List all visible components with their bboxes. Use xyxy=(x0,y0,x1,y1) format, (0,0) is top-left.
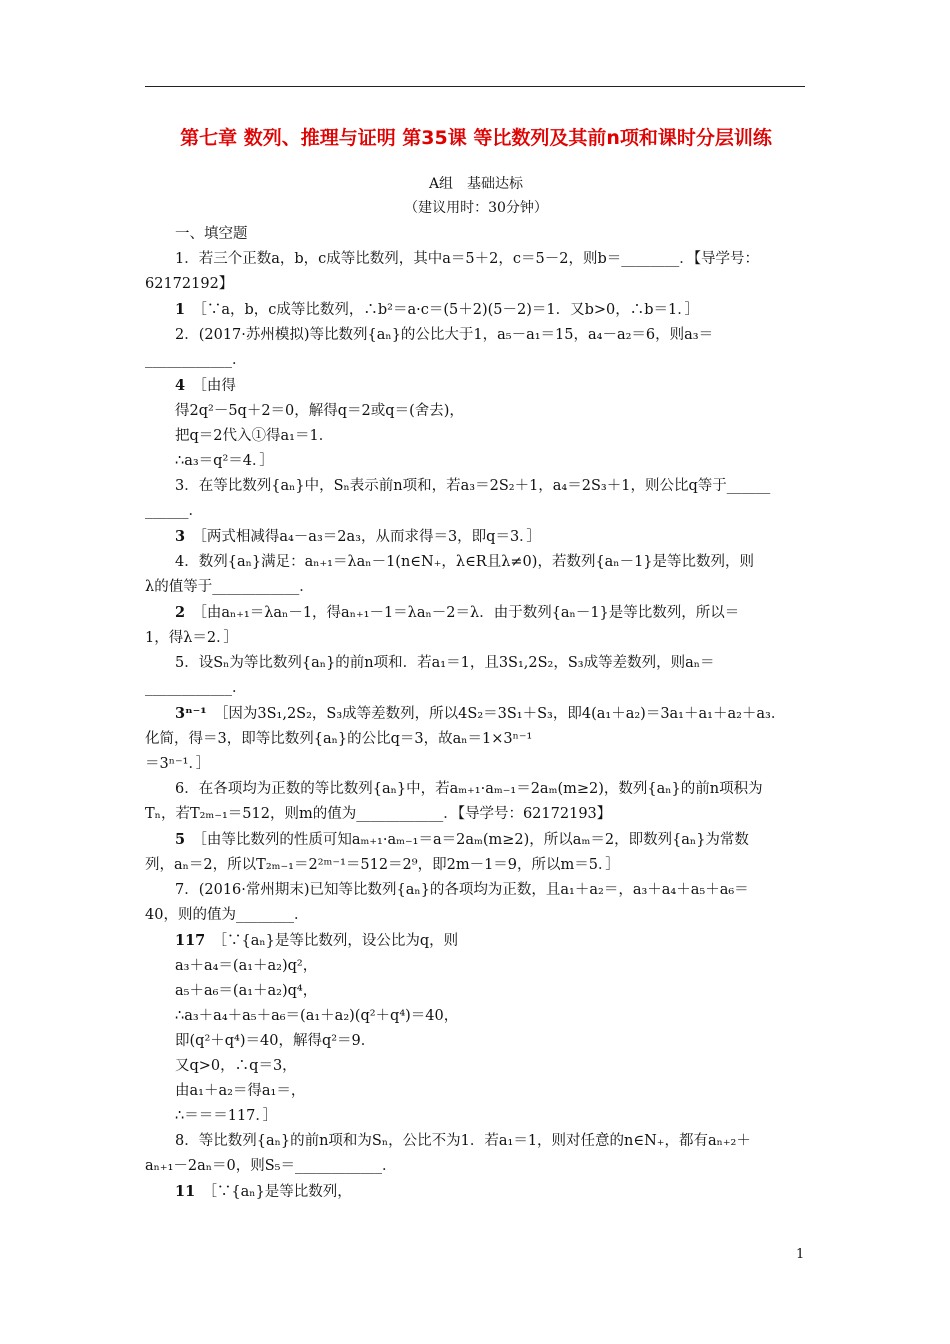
text-line xyxy=(145,878,807,903)
text-line xyxy=(145,550,807,575)
line-text: ［∵{aₙ}是等比数列， xyxy=(209,1184,352,1200)
text-line xyxy=(145,651,807,676)
text-line xyxy=(145,1154,807,1179)
answer-line xyxy=(145,524,807,550)
line-text: 列，aₙ＝2，所以T₂ₘ₋₁＝2²ᵐ⁻¹＝512＝2⁹，即2m－1＝9，所以m＝5．］ xyxy=(145,857,620,873)
answer-line xyxy=(145,701,807,727)
line-text: 3．在等比数列{aₙ}中，Sₙ表示前n项和，若a₃＝2S₂＋1，a₄＝2S₃＋1，则公比q等于______ xyxy=(175,478,771,494)
document-title: 第七章 数列、推理与证明 第35课 等比数列及其前n项和课时分层训练 xyxy=(180,127,772,149)
text-line xyxy=(145,1004,807,1029)
time-note: （建议用时：30分钟） xyxy=(404,200,548,216)
text-line xyxy=(145,348,807,373)
answer-value: 1 xyxy=(175,301,186,318)
answer-value: 4 xyxy=(175,377,186,394)
text-line xyxy=(145,1104,807,1129)
answer-value: 11 xyxy=(175,1183,196,1200)
line-text: ＝3ⁿ⁻¹．］ xyxy=(145,756,211,772)
text-line xyxy=(145,272,807,297)
line-text: 2．(2017·苏州模拟)等比数列{aₙ}的公比大于1，a₅－a₁＝15，a₄－a₂＝6，则a₃＝ xyxy=(175,327,714,343)
line-text: 1，得λ＝2．］ xyxy=(145,630,238,646)
answer-line xyxy=(145,373,807,399)
text-line xyxy=(145,903,807,928)
line-text: 62172192】 xyxy=(145,276,234,292)
answer-value: 2 xyxy=(175,604,186,621)
answer-value: 3ⁿ⁻¹ xyxy=(175,705,207,722)
line-text: ［由aₙ₊₁＝λaₙ－1，得aₙ₊₁－1＝λaₙ－2＝λ．由于数列{aₙ－1}是等比数列，所以＝ xyxy=(199,605,740,621)
text-line xyxy=(145,323,807,348)
line-text: 得2q²－5q＋2＝0，解得q＝2或q＝(舍去)， xyxy=(175,403,464,419)
text-line xyxy=(145,954,807,979)
text-line xyxy=(145,1029,807,1054)
line-text: ∴a₃＝q²＝4．］ xyxy=(175,453,274,469)
line-text: a₅＋a₆＝(a₁＋a₂)q⁴， xyxy=(175,983,318,999)
line-text: ［∵a，b，c成等比数列，∴b²＝a·c＝(5＋2)(5－2)＝1．又b>0，∴b＝1．］ xyxy=(199,302,700,318)
answer-line xyxy=(145,297,807,323)
line-text: 40，则的值为________． xyxy=(145,907,309,923)
line-text: 5．设Sₙ为等比数列{aₙ}的前n项和．若a₁＝1，且3S₁,2S₂，S₃成等差数列，则aₙ＝ xyxy=(175,655,715,671)
answer-value: 117 xyxy=(175,932,206,949)
line-text: ［由等比数列的性质可知aₘ₊₁·aₘ₋₁＝a＝2aₘ(m≥2)，所以aₘ＝2，即数列{aₙ}为常数 xyxy=(199,832,749,848)
text-line xyxy=(145,247,807,272)
line-text: 4．数列{aₙ}满足：aₙ₊₁＝λaₙ－1(n∈N₊，λ∈R且λ≠0)，若数列{aₙ－1}是等比数列，则 xyxy=(175,554,755,570)
line-text: 6．在各项均为正数的等比数列{aₙ}中，若aₘ₊₁·aₘ₋₁＝2aₘ(m≥2)，数列{aₙ}的前n项积为 xyxy=(175,781,763,797)
text-line xyxy=(145,802,807,827)
answer-line xyxy=(145,1179,807,1205)
line-text: 化简，得＝3，即等比数列{aₙ}的公比q＝3，故aₙ＝1×3ⁿ⁻¹ xyxy=(145,731,533,747)
text-line xyxy=(145,474,807,499)
text-line xyxy=(145,777,807,802)
line-text: 又q>0，∴q＝3， xyxy=(175,1058,297,1074)
line-text: 1．若三个正数a，b，c成等比数列，其中a＝5＋2，c＝5－2，则b＝________．【导学号： xyxy=(175,251,759,267)
text-line xyxy=(145,1129,807,1154)
section-heading: 一、填空题 xyxy=(175,226,248,242)
text-line xyxy=(145,575,807,600)
text-line xyxy=(145,499,807,524)
answer-line xyxy=(145,600,807,626)
answer-value: 5 xyxy=(175,831,186,848)
answer-line xyxy=(145,827,807,853)
text-line xyxy=(145,853,807,878)
line-text: ［两式相减得a₄－a₃＝2a₃，从而求得＝3，即q＝3．］ xyxy=(199,529,541,545)
page-number: 1 xyxy=(796,1247,805,1262)
text-line xyxy=(145,676,807,701)
text-line xyxy=(145,449,807,474)
line-text: ______． xyxy=(145,503,203,519)
line-text: ____________． xyxy=(145,680,247,696)
answer-line xyxy=(145,928,807,954)
line-text: ∴＝＝＝117．］ xyxy=(175,1108,278,1124)
line-text: Tₙ，若T₂ₘ₋₁＝512，则m的值为____________．【导学号：62172193】 xyxy=(145,806,612,822)
text-line xyxy=(145,727,807,752)
line-text: aₙ₊₁－2aₙ＝0，则S₅＝____________． xyxy=(145,1158,397,1174)
text-line xyxy=(145,1079,807,1104)
text-line xyxy=(145,979,807,1004)
line-text: a₃＋a₄＝(a₁＋a₂)q²， xyxy=(175,958,318,974)
text-line xyxy=(145,1054,807,1079)
answer-value: 3 xyxy=(175,528,186,545)
top-rule xyxy=(145,86,805,87)
line-text: 即(q²＋q⁴)＝40，解得q²＝9． xyxy=(175,1033,376,1049)
problem-list xyxy=(145,247,807,1205)
line-text: ［因为3S₁,2S₂，S₃成等差数列，所以4S₂＝3S₁＋S₃，即4(a₁＋a₂)＝3a₁＋a₁＋a₂＋a₃． xyxy=(221,706,786,722)
group-heading: A组 基础达标 xyxy=(428,176,524,192)
line-text: ∴a₃＋a₄＋a₅＋a₆＝(a₁＋a₂)(q²＋q⁴)＝40， xyxy=(175,1008,459,1024)
line-text: ［由得 xyxy=(199,378,236,394)
line-text: 由a₁＋a₂＝得a₁＝， xyxy=(175,1083,306,1099)
line-text: λ的值等于____________． xyxy=(145,579,314,595)
text-line xyxy=(145,399,807,424)
line-text: 8．等比数列{aₙ}的前n项和为Sₙ，公比不为1．若a₁＝1，则对任意的n∈N₊，都有aₙ₊₂＋ xyxy=(175,1133,751,1149)
line-text: 7．(2016·常州期末)已知等比数列{aₙ}的各项均为正数，且a₁＋a₂＝，a₃＋a₄＋a₅＋a₆＝ xyxy=(175,882,749,898)
line-text: ____________． xyxy=(145,352,247,368)
text-line xyxy=(145,424,807,449)
document-body xyxy=(145,222,807,1205)
line-text: ［∵{aₙ}是等比数列，设公比为q，则 xyxy=(219,933,459,949)
text-line xyxy=(145,752,807,777)
line-text: 把q＝2代入①得a₁＝1． xyxy=(175,428,334,444)
text-line xyxy=(145,626,807,651)
